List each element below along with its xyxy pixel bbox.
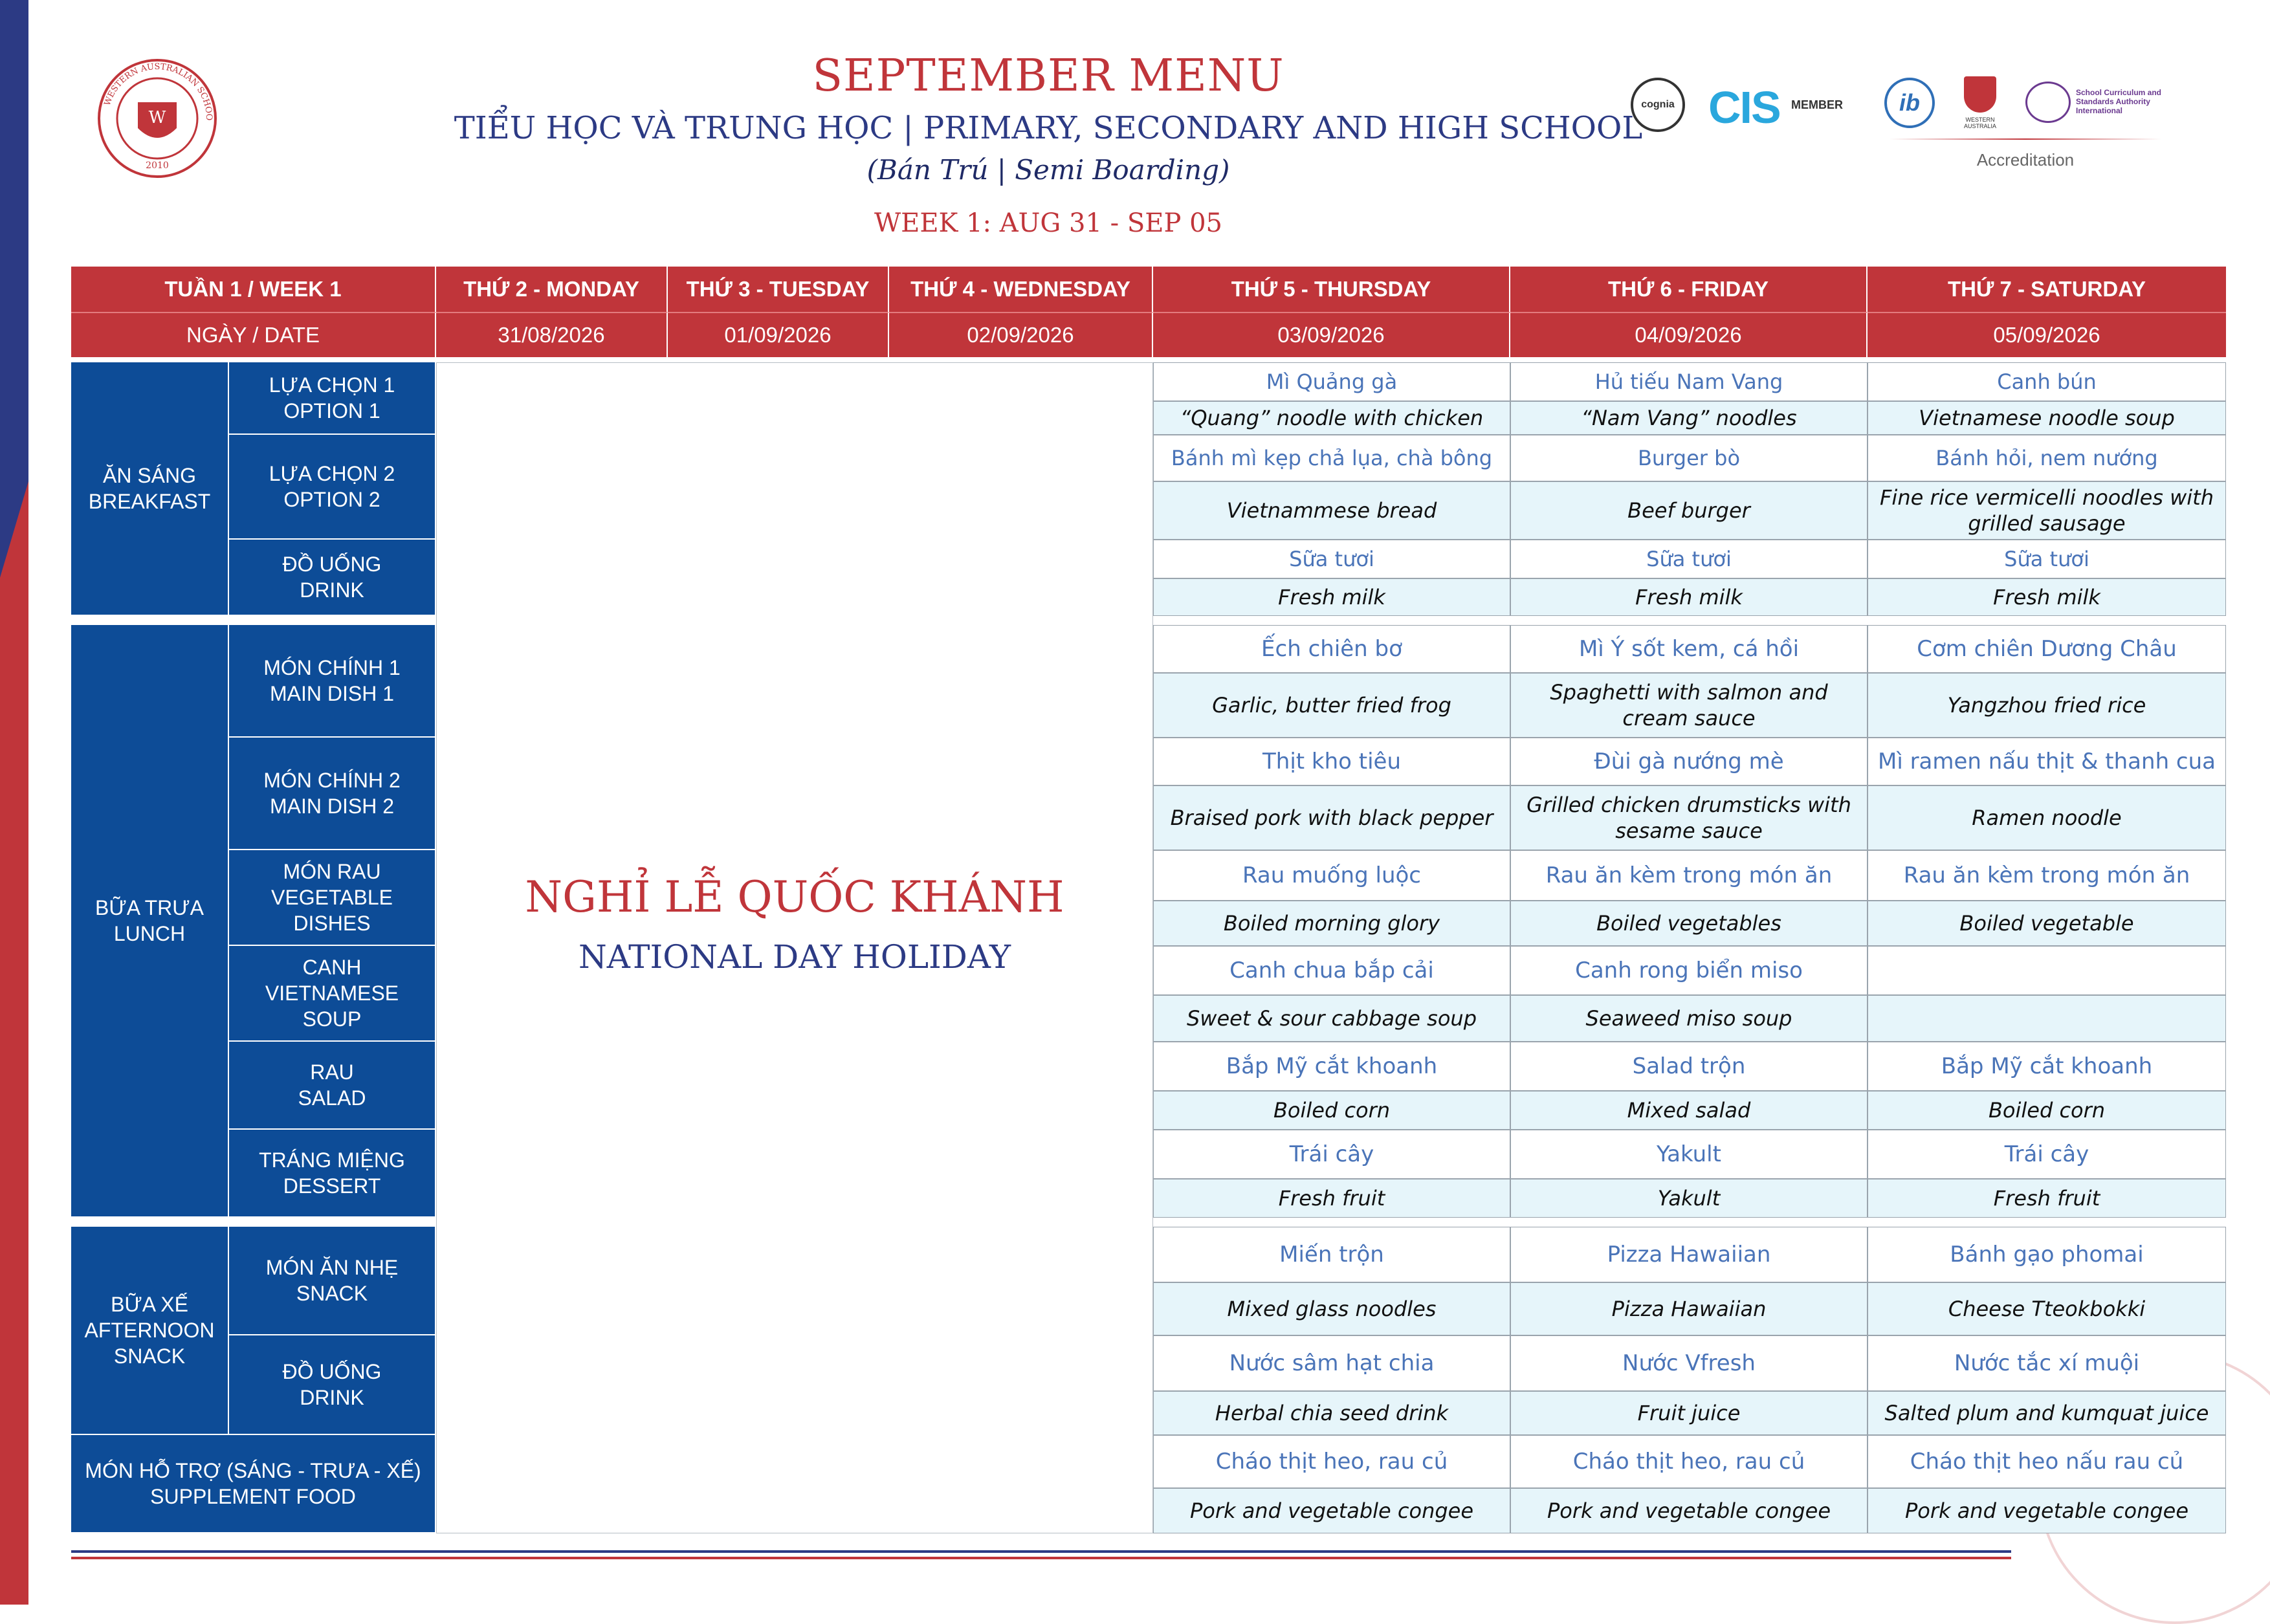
menu-item-thursday-b2-vi: Bánh mì kẹp chả lụa, chà bông — [1153, 435, 1510, 481]
menu-item-friday-sn-vi: Pizza Hawaiian — [1510, 1227, 1868, 1282]
scsa-label: School Curriculum and Standards Authority International — [2076, 88, 2162, 115]
header-tuesday: THỨ 3 - TUESDAY — [668, 267, 889, 312]
category-supplement: MÓN HỖ TRỢ (SÁNG - TRƯA - XẾ) SUPPLEMENT FOOD — [71, 1435, 436, 1533]
menu-item-saturday-veg-en: Boiled vegetable — [1868, 901, 2226, 946]
boarding-label: (Bán Trú | Semi Boarding) — [866, 154, 1230, 186]
menu-item-friday-m2-vi: Đùi gà nướng mè — [1510, 738, 1868, 785]
menu-item-saturday-sn-vi: Bánh gạo phomai — [1868, 1227, 2226, 1282]
menu-item-saturday-sup-en: Pork and vegetable congee — [1868, 1488, 2226, 1533]
menu-item-thursday-b1-en: “Quang” noodle with chicken — [1153, 401, 1510, 435]
breakfast-option1-label: LỰA CHỌN 1 OPTION 1 — [229, 362, 436, 435]
menu-item-thursday-b1-vi: Mì Quảng gà — [1153, 362, 1510, 401]
lunch-main2-label: MÓN CHÍNH 2 MAIN DISH 2 — [229, 738, 436, 850]
cognia-logo: cognia — [1631, 78, 1685, 132]
snack-drink-label: ĐỒ UỐNG DRINK — [229, 1335, 436, 1435]
menu-item-thursday-sup-en: Pork and vegetable congee — [1153, 1488, 1510, 1533]
menu-item-friday-des-vi: Yakult — [1510, 1130, 1868, 1179]
menu-item-thursday-m1-en: Garlic, butter fried frog — [1153, 673, 1510, 738]
menu-item-friday-bd-en: Fresh milk — [1510, 578, 1868, 616]
menu-item-friday-salad-vi: Salad trộn — [1510, 1042, 1868, 1091]
menu-item-saturday-soup-vi — [1868, 946, 2226, 995]
menu-item-thursday-sn-en: Mixed glass noodles — [1153, 1282, 1510, 1335]
header-date-label: NGÀY / DATE — [71, 312, 436, 357]
menu-item-saturday-des-vi: Trái cây — [1868, 1130, 2226, 1179]
menu-item-saturday-des-en: Fresh fruit — [1868, 1179, 2226, 1218]
lunch-soup-label: CANH VIETNAMESE SOUP — [229, 946, 436, 1042]
menu-item-friday-sd-en: Fruit juice — [1510, 1391, 1868, 1435]
logo-year: 2010 — [146, 160, 169, 171]
breakfast-drink-label: ĐỒ UỐNG DRINK — [229, 540, 436, 616]
footer-line-red — [71, 1557, 2011, 1559]
header-monday: THỨ 2 - MONDAY — [436, 267, 668, 312]
menu-item-friday-b1-en: “Nam Vang” noodles — [1510, 401, 1868, 435]
date-tuesday: 01/09/2026 — [668, 312, 889, 357]
accreditation-label: Accreditation — [1976, 150, 2075, 170]
menu-item-saturday-salad-vi: Bắp Mỹ cắt khoanh — [1868, 1042, 2226, 1091]
page-subtitle: TIỂU HỌC VÀ TRUNG HỌC | PRIMARY, SECONDARY AND HIGH SCHOOL — [454, 110, 1643, 146]
menu-item-thursday-sd-en: Herbal chia seed drink — [1153, 1391, 1510, 1435]
category-breakfast: ĂN SÁNG BREAKFAST — [71, 362, 229, 616]
menu-item-thursday-veg-en: Boiled morning glory — [1153, 901, 1510, 946]
header-week: TUẦN 1 / WEEK 1 — [71, 267, 436, 312]
menu-item-friday-sup-en: Pork and vegetable congee — [1510, 1488, 1868, 1533]
menu-item-friday-sd-vi: Nước Vfresh — [1510, 1335, 1868, 1391]
menu-item-saturday-b1-en: Vietnamese noodle soup — [1868, 401, 2226, 435]
menu-item-friday-veg-en: Boiled vegetables — [1510, 901, 1868, 946]
menu-item-friday-bd-vi: Sữa tươi — [1510, 540, 1868, 578]
snack-snack-label: MÓN ĂN NHẸ SNACK — [229, 1227, 436, 1335]
menu-item-thursday-veg-vi: Rau muống luộc — [1153, 850, 1510, 901]
menu-item-saturday-m1-vi: Cơm chiên Dương Châu — [1868, 625, 2226, 673]
holiday-title-vi: NGHỈ LỄ QUỐC KHÁNH — [525, 872, 1064, 922]
menu-item-thursday-sd-vi: Nước sâm hạt chia — [1153, 1335, 1510, 1391]
lunch-dessert-label: TRÁNG MIỆNG DESSERT — [229, 1130, 436, 1218]
week-label: WEEK 1: AUG 31 - SEP 05 — [874, 208, 1222, 238]
menu-item-thursday-bd-en: Fresh milk — [1153, 578, 1510, 616]
menu-item-saturday-bd-vi: Sữa tươi — [1868, 540, 2226, 578]
cis-member-label: MEMBER — [1791, 98, 1843, 111]
menu-item-saturday-veg-vi: Rau ăn kèm trong món ăn — [1868, 850, 2226, 901]
date-thursday: 03/09/2026 — [1153, 312, 1510, 357]
menu-item-thursday-m2-en: Braised pork with black pepper — [1153, 785, 1510, 850]
menu-item-thursday-bd-vi: Sữa tươi — [1153, 540, 1510, 578]
cis-logo: CIS — [1708, 82, 1780, 133]
menu-item-saturday-b1-vi: Canh bún — [1868, 362, 2226, 401]
menu-item-thursday-des-vi: Trái cây — [1153, 1130, 1510, 1179]
menu-item-saturday-sn-en: Cheese Tteokbokki — [1868, 1282, 2226, 1335]
menu-item-thursday-sup-vi: Cháo thịt heo, rau củ — [1153, 1435, 1510, 1488]
ib-logo: ib — [1884, 78, 1935, 128]
lunch-salad-label: RAU SALAD — [229, 1042, 436, 1130]
menu-item-friday-b2-vi: Burger bò — [1510, 435, 1868, 481]
menu-item-thursday-salad-vi: Bắp Mỹ cắt khoanh — [1153, 1042, 1510, 1091]
menu-item-friday-sup-vi: Cháo thịt heo, rau củ — [1510, 1435, 1868, 1488]
western-australia-logo: WESTERN AUSTRALIA — [1954, 76, 2006, 136]
menu-item-friday-sn-en: Pizza Hawaiian — [1510, 1282, 1868, 1335]
menu-item-friday-b2-en: Beef burger — [1510, 481, 1868, 540]
menu-item-friday-veg-vi: Rau ăn kèm trong món ăn — [1510, 850, 1868, 901]
header-wednesday: THỨ 4 - WEDNESDAY — [889, 267, 1153, 312]
menu-item-thursday-des-en: Fresh fruit — [1153, 1179, 1510, 1218]
menu-item-saturday-bd-en: Fresh milk — [1868, 578, 2226, 616]
menu-item-friday-des-en: Yakult — [1510, 1179, 1868, 1218]
page-title: SEPTEMBER MENU — [812, 50, 1284, 102]
menu-item-thursday-soup-en: Sweet & sour cabbage soup — [1153, 995, 1510, 1042]
header-friday: THỨ 6 - FRIDAY — [1510, 267, 1868, 312]
menu-item-friday-b1-vi: Hủ tiếu Nam Vang — [1510, 362, 1868, 401]
menu-item-friday-m1-vi: Mì Ý sốt kem, cá hồi — [1510, 625, 1868, 673]
accreditation-divider — [1890, 138, 2161, 140]
menu-item-thursday-salad-en: Boiled corn — [1153, 1091, 1510, 1130]
menu-item-saturday-m2-vi: Mì ramen nấu thịt & thanh cua — [1868, 738, 2226, 785]
category-lunch: BỮA TRƯA LUNCH — [71, 625, 229, 1218]
menu-item-saturday-soup-en — [1868, 995, 2226, 1042]
date-monday: 31/08/2026 — [436, 312, 668, 357]
menu-item-saturday-sup-vi: Cháo thịt heo nấu rau củ — [1868, 1435, 2226, 1488]
breakfast-option2-label: LỰA CHỌN 2 OPTION 2 — [229, 435, 436, 540]
menu-item-friday-m2-en: Grilled chicken drumsticks with sesame sauce — [1510, 785, 1868, 850]
menu-item-thursday-soup-vi: Canh chua bắp cải — [1153, 946, 1510, 995]
menu-item-saturday-m1-en: Yangzhou fried rice — [1868, 673, 2226, 738]
header-thursday: THỨ 5 - THURSDAY — [1153, 267, 1510, 312]
date-wednesday: 02/09/2026 — [889, 312, 1153, 357]
menu-item-saturday-sd-vi: Nước tắc xí muội — [1868, 1335, 2226, 1391]
logo-ring-text: WESTERN AUSTRALIAN SCHOO — [102, 61, 214, 121]
menu-item-thursday-m2-vi: Thịt kho tiêu — [1153, 738, 1510, 785]
menu-item-friday-m1-en: Spaghetti with salmon and cream sauce — [1510, 673, 1868, 738]
lunch-main1-label: MÓN CHÍNH 1 MAIN DISH 1 — [229, 625, 436, 738]
menu-item-thursday-m1-vi: Ếch chiên bơ — [1153, 625, 1510, 673]
footer-line-blue — [71, 1550, 2011, 1553]
menu-item-friday-soup-en: Seaweed miso soup — [1510, 995, 1868, 1042]
lunch-veg-label: MÓN RAU VEGETABLE DISHES — [229, 850, 436, 946]
svg-text:W: W — [148, 108, 166, 127]
menu-item-saturday-m2-en: Ramen noodle — [1868, 785, 2226, 850]
holiday-title-en: NATIONAL DAY HOLIDAY — [579, 938, 1011, 976]
menu-item-saturday-salad-en: Boiled corn — [1868, 1091, 2226, 1130]
menu-item-thursday-sn-vi: Miến trộn — [1153, 1227, 1510, 1282]
date-saturday: 05/09/2026 — [1868, 312, 2226, 357]
school-logo — [96, 57, 219, 180]
menu-item-saturday-b2-vi: Bánh hỏi, nem nướng — [1868, 435, 2226, 481]
scsa-logo — [2025, 82, 2071, 123]
header-saturday: THỨ 7 - SATURDAY — [1868, 267, 2226, 312]
menu-item-saturday-sd-en: Salted plum and kumquat juice — [1868, 1391, 2226, 1435]
menu-item-friday-salad-en: Mixed salad — [1510, 1091, 1868, 1130]
menu-item-thursday-b2-en: Vietnammese bread — [1153, 481, 1510, 540]
menu-item-friday-soup-vi: Canh rong biển miso — [1510, 946, 1868, 995]
menu-item-saturday-b2-en: Fine rice vermicelli noodles with grilled sausage — [1868, 481, 2226, 540]
category-afternoon-snack: BỮA XẾ AFTERNOON SNACK — [71, 1227, 229, 1435]
date-friday: 04/09/2026 — [1510, 312, 1868, 357]
